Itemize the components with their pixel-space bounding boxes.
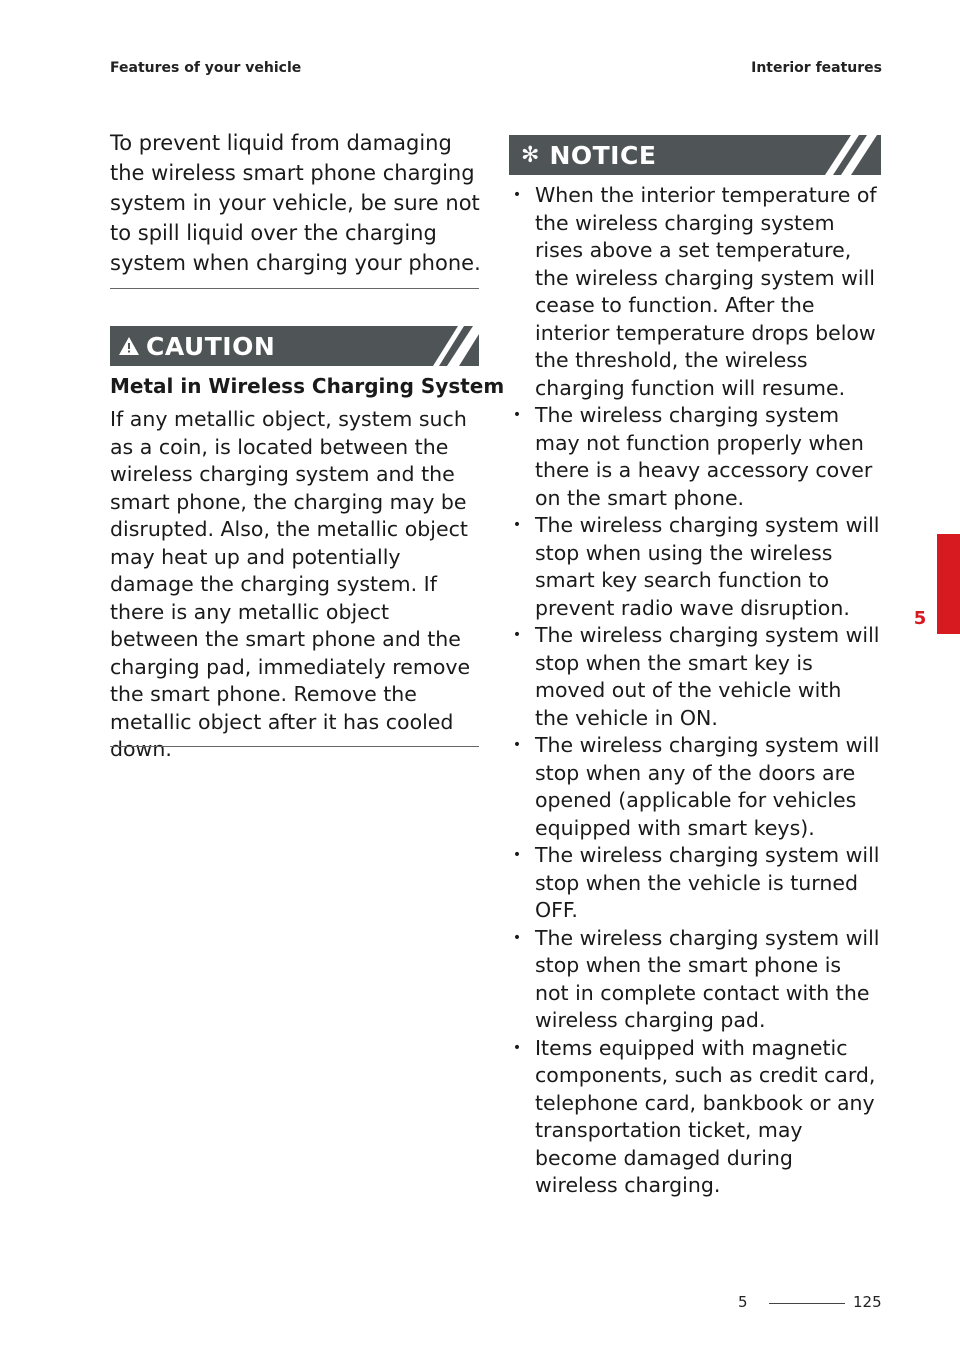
chapter-tab: [937, 534, 960, 634]
caution-body: If any metallic object, system such as a coin, is located between the wireless charging system and the smart phone, the charging may be disrupted. Also, the metallic object may heat up and potentially damage the charging system. If there is any metallic object between the smart phone and the charging pad, immediately remove the smart phone. Remove the metallic object after it has cooled down.: [110, 407, 471, 761]
footer-section-number: 5: [738, 1293, 748, 1311]
warning-triangle-icon: [118, 336, 140, 356]
notice-label: NOTICE: [549, 140, 657, 170]
notice-banner: [509, 135, 881, 175]
running-header-right: Interior features: [751, 60, 882, 76]
list-item: [509, 842, 881, 925]
bullet: •: [512, 187, 522, 203]
list-item-text: When the interior temperature of the wireless charging system rises above a set temperature, the wireless charging system will cease to function. After the interior temperature drops below the threshold, the wireless charging function will resume.: [535, 183, 877, 400]
footer-rule: [769, 1303, 845, 1304]
page-number: 125: [853, 1293, 882, 1311]
bullet: •: [512, 1039, 522, 1056]
banner-stripes: [825, 135, 881, 175]
divider-rule: [110, 288, 479, 289]
divider-rule: [110, 746, 479, 747]
list-item: [509, 182, 881, 402]
caution-label: CAUTION: [146, 331, 276, 361]
list-item-text: The wireless charging system will stop when the vehicle is turned OFF.: [535, 843, 880, 922]
list-item-text: The wireless charging system will stop when any of the doors are opened (applicable for vehicles equipped with smart keys).: [535, 733, 880, 840]
list-item: [509, 925, 881, 1035]
notice-list: [509, 182, 881, 1200]
bullet: •: [512, 407, 522, 423]
intro-paragraph: To prevent liquid from damaging the wireless smart phone charging system in your vehicle, be sure not to spill liquid over the charging system when charging your phone.: [110, 131, 481, 275]
list-item-text: The wireless charging system will stop when the smart phone is not in complete contact with the wireless charging pad.: [535, 925, 880, 1032]
list-item: [509, 402, 881, 512]
bullet: •: [512, 929, 522, 946]
list-item-text: The wireless charging system may not function properly when there is a heavy accessory cover on the smart phone.: [535, 403, 873, 510]
bullet: •: [512, 517, 522, 533]
list-item: [509, 512, 881, 622]
list-item: [509, 732, 881, 842]
running-header-left: Features of your vehicle: [110, 60, 302, 76]
caution-title: Metal in Wireless Charging System: [110, 374, 505, 398]
list-item-text: The wireless charging system will stop when using the wireless smart key search function to prevent radio wave disruption.: [535, 513, 880, 620]
list-item: [509, 1035, 881, 1200]
list-item-text: Items equipped with magnetic components, such as credit card, telephone card, bankbook or any transportation ticket, may become damaged during wireless charging.: [535, 1035, 876, 1197]
caution-banner: [110, 326, 479, 366]
bullet: •: [512, 627, 522, 643]
asterisk-icon: ✻: [521, 142, 540, 168]
list-item: [509, 622, 881, 732]
list-item-text: The wireless charging system will stop when the smart key is moved out of the vehicle with the vehicle in ON.: [535, 623, 880, 730]
bullet: •: [512, 737, 522, 753]
banner-stripes: [433, 326, 479, 366]
chapter-tab-number: 5: [913, 608, 927, 629]
bullet: •: [512, 847, 522, 863]
